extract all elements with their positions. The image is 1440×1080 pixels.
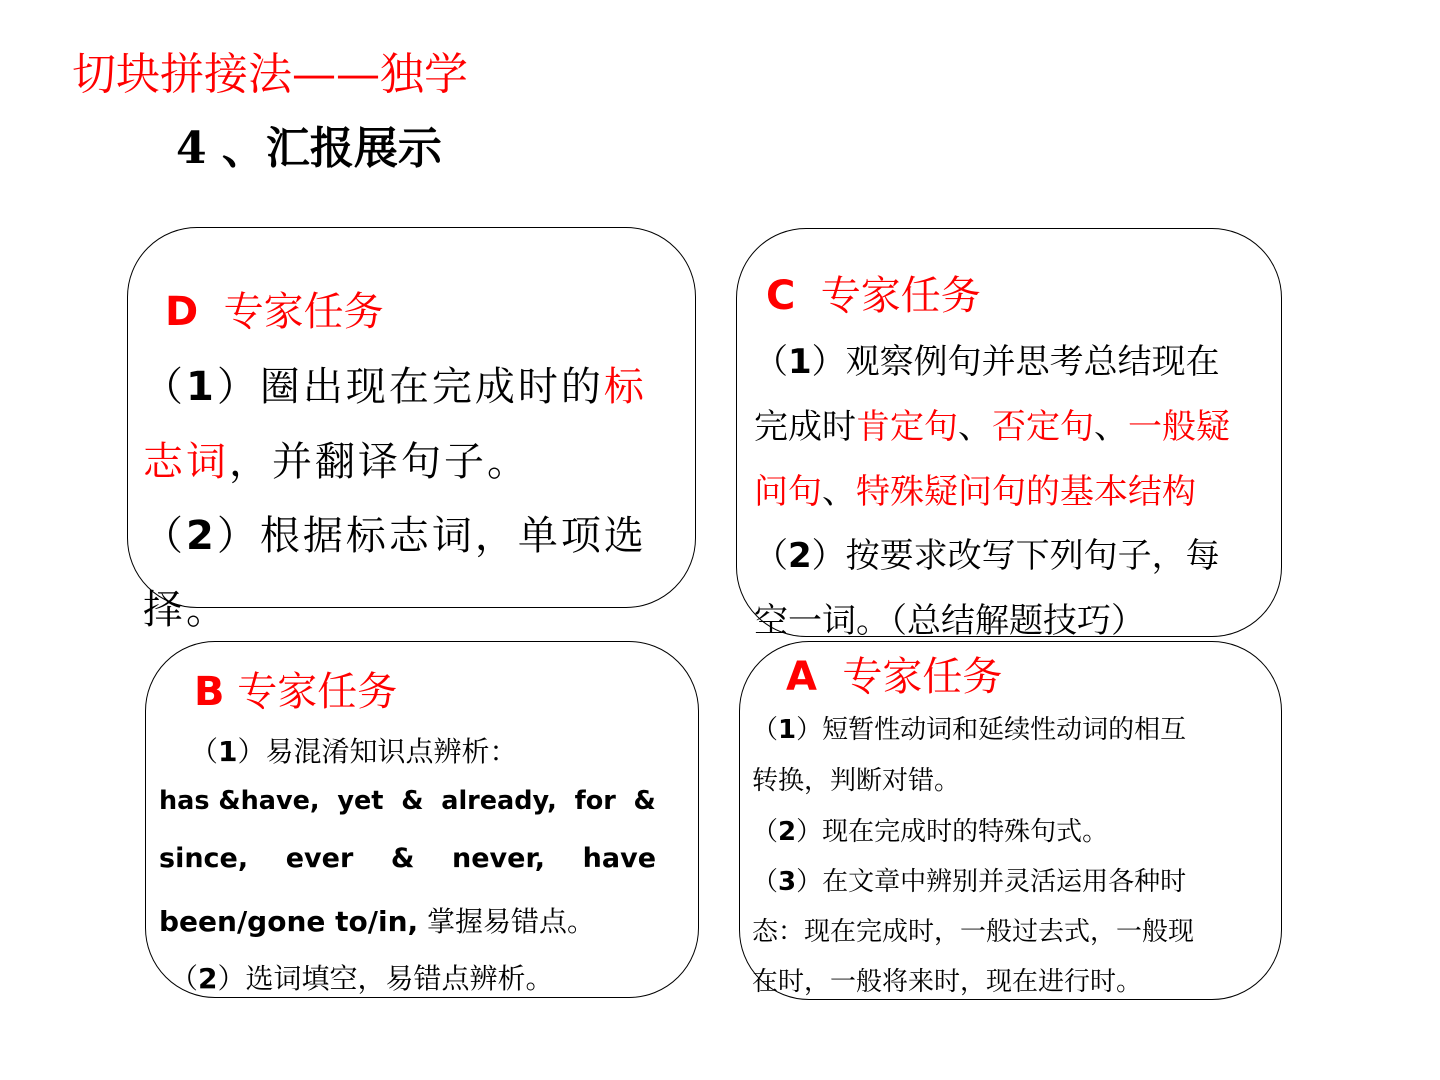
item-number: 2 — [198, 962, 218, 995]
task-a-heading-text: 专家任务 — [842, 654, 1003, 700]
separator: 、 — [958, 407, 992, 447]
item-number: 2 — [778, 817, 797, 847]
task-c-line-4 — [754, 528, 1220, 577]
task-a-line-5: 态：现在完成时，一般过去式，一般现 — [752, 917, 1195, 947]
task-b-line-3: since, ever & never, have — [159, 843, 657, 874]
task-b-line-4 — [159, 900, 595, 940]
task-b-line-4-text: been/gone to/in, — [159, 905, 419, 938]
item-number: 3 — [778, 867, 797, 897]
task-b-line-5 — [170, 957, 554, 997]
item-number: 1 — [778, 715, 797, 745]
task-a-heading — [786, 645, 1002, 702]
task-a-letter: A — [786, 654, 817, 700]
task-d-letter: D — [165, 289, 199, 335]
task-b-line-4-cn: 掌握易错点。 — [418, 905, 596, 938]
task-a-line-3 — [752, 811, 1108, 848]
task-c-line-2-text: 完成时 — [754, 407, 856, 447]
item-number: 1 — [788, 342, 812, 382]
paren-open: （ — [143, 513, 186, 559]
task-a-line-6: 在时，一般将来时，现在进行时。 — [752, 967, 1143, 997]
task-c-line-4-text: ）按要求改写下列句子，每 — [811, 536, 1220, 576]
separator: 、 — [822, 472, 856, 512]
page-subtitle: 4 、汇报展示 — [176, 123, 442, 174]
task-d-line-4: 择。 — [143, 587, 229, 633]
task-d-keyword: 志词 — [143, 439, 229, 485]
task-c-line-5: 空一词。（总结解题技巧） — [754, 601, 1145, 641]
task-d-heading — [165, 280, 384, 337]
paren-open: （ — [190, 735, 219, 768]
task-a-line-1-text: ）短暂性动词和延续性动词的相互 — [796, 715, 1187, 745]
paren-open: （ — [752, 715, 779, 745]
item-number: 2 — [186, 513, 217, 559]
task-d-heading-text: 专家任务 — [223, 289, 384, 335]
task-c-keyword: 问句 — [754, 472, 822, 512]
task-c-keyword: 一般疑 — [1128, 407, 1230, 447]
task-b-line-1-text: ）易混淆知识点辨析： — [237, 735, 518, 768]
task-b-heading — [194, 660, 397, 717]
paren-open: （ — [754, 536, 788, 576]
task-c-heading-text: 专家任务 — [820, 273, 981, 319]
paren-open: （ — [752, 867, 779, 897]
item-number: 1 — [186, 364, 217, 410]
paren-open: （ — [170, 962, 199, 995]
page-title: 切块拼接法——独学 — [72, 49, 468, 100]
task-d-line-2-text: ，并翻译句子。 — [229, 439, 530, 485]
paren-open: （ — [752, 817, 779, 847]
task-d-line-2 — [143, 430, 530, 487]
separator: 、 — [1094, 407, 1128, 447]
task-c-line-1-text: ）观察例句并思考总结现在 — [811, 342, 1220, 382]
task-b-line-5-text: ）选词填空，易错点辨析。 — [217, 962, 554, 995]
task-b-heading-text: 专家任务 — [237, 669, 398, 715]
task-c-keyword: 特殊疑问句的基本结构 — [856, 472, 1196, 512]
task-b-line-2: has &have, yet & already, for & — [159, 786, 656, 816]
task-a-line-1 — [752, 709, 1186, 746]
task-d-keyword: 标 — [603, 364, 647, 410]
task-d-line-3 — [143, 504, 647, 561]
task-a-line-4 — [752, 861, 1186, 898]
item-number: 1 — [218, 735, 238, 768]
item-number: 2 — [788, 536, 812, 576]
paren-open: （ — [754, 342, 788, 382]
task-c-line-3 — [754, 464, 1196, 513]
task-d-line-1-text: ）圈出现在完成时的 — [216, 364, 604, 410]
task-c-line-1 — [754, 334, 1220, 383]
task-d-line-1 — [143, 355, 647, 412]
task-b-line-1 — [190, 730, 518, 770]
task-c-letter: C — [766, 273, 796, 319]
task-c-heading — [766, 264, 981, 321]
task-a-line-4-text: ）在文章中辨别并灵活运用各种时 — [796, 867, 1187, 897]
task-a-line-2: 转换，判断对错。 — [752, 766, 961, 796]
task-a-line-3-text: ）现在完成时的特殊句式。 — [796, 817, 1109, 847]
task-d-line-3-text: ）根据标志词，单项选 — [216, 513, 647, 559]
task-c-line-2 — [754, 399, 1230, 448]
task-c-keyword: 否定句 — [992, 407, 1094, 447]
task-c-keyword: 肯定句 — [856, 407, 958, 447]
task-b-letter: B — [194, 669, 225, 715]
paren-open: （ — [143, 364, 186, 410]
